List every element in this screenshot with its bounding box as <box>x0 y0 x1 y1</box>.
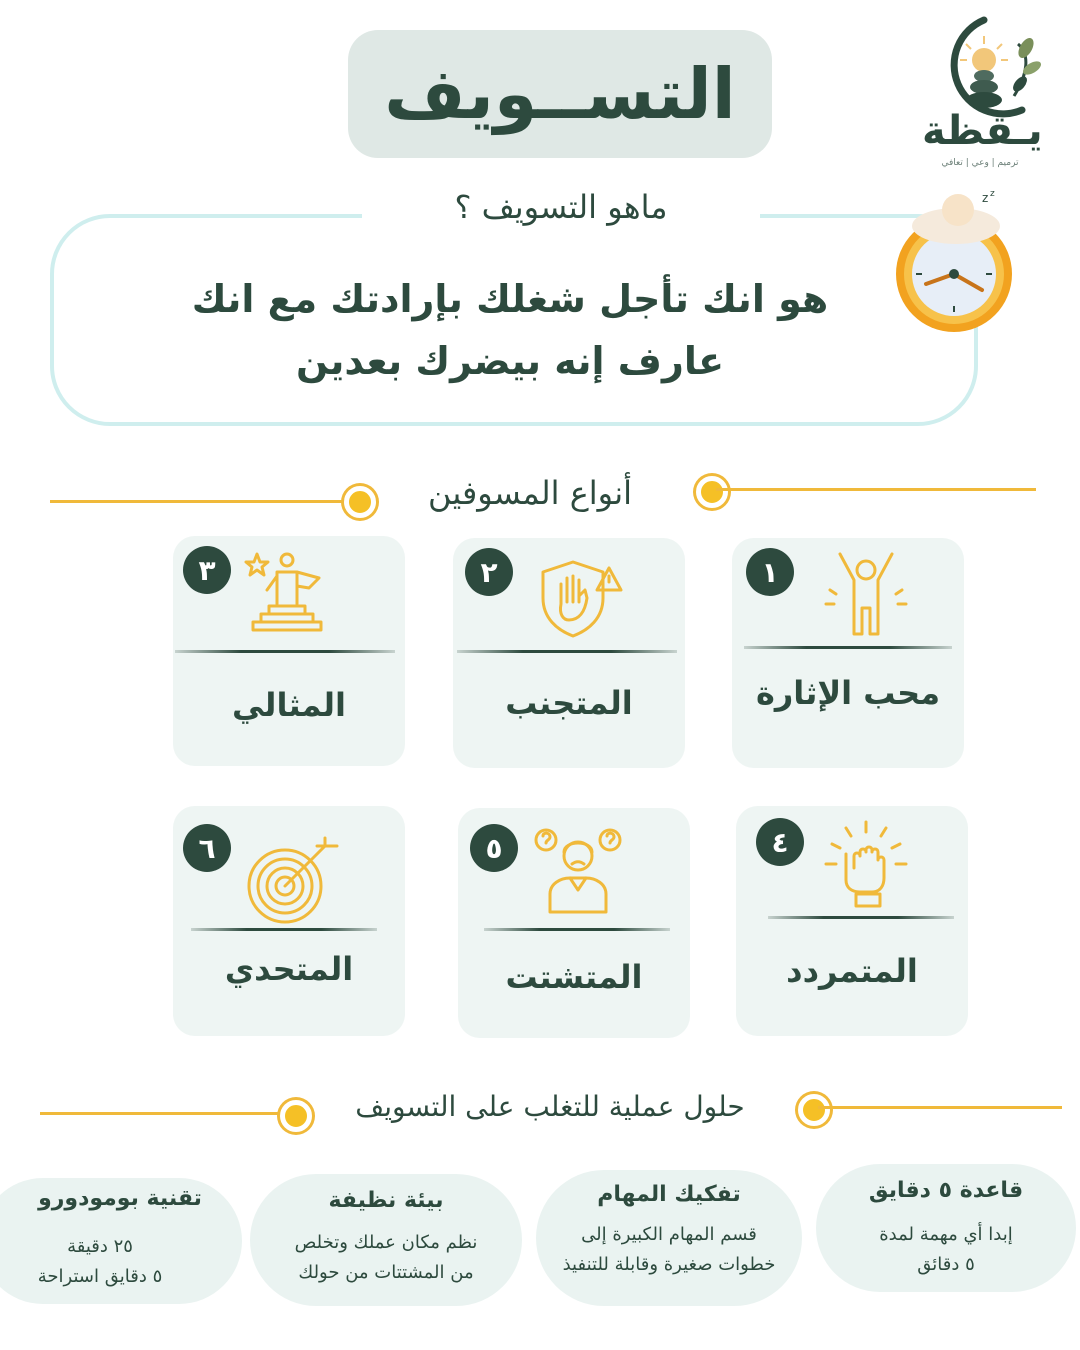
type-label: المتجنب <box>505 684 633 722</box>
svg-text:z: z <box>982 191 989 205</box>
type-card-avoider <box>453 538 685 768</box>
solution-five-minute-rule <box>816 1164 1076 1292</box>
type-label: محب الإثارة <box>755 674 941 712</box>
type-label: المتشتت <box>505 958 643 996</box>
solution-pomodoro <box>0 1178 242 1304</box>
page-title: التســويف <box>348 30 772 158</box>
definition-question: ماهو التسويف ؟ <box>454 188 668 226</box>
type-label: المتمردد <box>786 952 918 990</box>
type-label: المتحدي <box>224 950 354 988</box>
type-number-badge: ٤ <box>756 818 804 866</box>
solution-title: تقنية بومودورو <box>38 1186 202 1211</box>
raised-fist-icon <box>816 816 916 916</box>
definition-line-2: عارف إنه بيضرك بعدين <box>295 339 725 383</box>
logo-text: يـقظة <box>922 108 1043 154</box>
solution-break-down-tasks <box>536 1170 802 1306</box>
cheering-person-icon <box>816 550 916 650</box>
hero-podium-star-icon <box>239 546 339 646</box>
type-card-distracted <box>458 808 690 1038</box>
sleeping-baby-clock-icon <box>890 186 1030 336</box>
svg-text:z: z <box>990 189 995 199</box>
solution-text: ٢٥ دقيقة ٥ دقايق استراحة <box>37 1236 163 1287</box>
type-number-badge: ١ <box>746 548 794 596</box>
solution-text: نظم مكان عملك وتخلص من المشتتات من حولك <box>294 1232 478 1283</box>
type-card-thrill-seeker <box>732 538 964 768</box>
solution-clean-environment <box>250 1174 522 1306</box>
definition-line-1: هو انك تأجل شغلك بإرادتك مع انك <box>191 277 829 321</box>
solution-text: قسم المهام الكبيرة إلى خطوات صغيرة وقابلة للتنفيذ <box>562 1224 776 1275</box>
type-card-perfectionist <box>173 536 405 766</box>
solution-title: تفكيك المهام <box>597 1182 741 1207</box>
type-number-badge: ٣ <box>183 546 231 594</box>
type-number-badge: ٦ <box>183 824 231 872</box>
solution-title: بيئة نظيفة <box>328 1188 444 1213</box>
solution-title: قاعدة ٥ دقايق <box>868 1178 1024 1203</box>
types-heading: أنواع المسوفين <box>427 474 632 512</box>
type-number-badge: ٥ <box>470 824 518 872</box>
solutions-heading: حلول عملية للتغلب على التسويف <box>355 1090 745 1123</box>
solution-text: إبدا أي مهمة لمدة ٥ دقائق <box>879 1224 1013 1275</box>
shield-hand-warning-icon <box>529 548 629 648</box>
target-arrow-icon <box>245 832 345 932</box>
type-card-challenger <box>173 806 405 1036</box>
type-label: المثالي <box>232 686 346 724</box>
definition-text <box>150 268 870 392</box>
type-card-rebel <box>736 806 968 1036</box>
logo-tagline: ترميم | وعي | تعافي <box>941 158 1019 168</box>
type-number-badge: ٢ <box>465 548 513 596</box>
confused-person-icon <box>528 820 628 920</box>
